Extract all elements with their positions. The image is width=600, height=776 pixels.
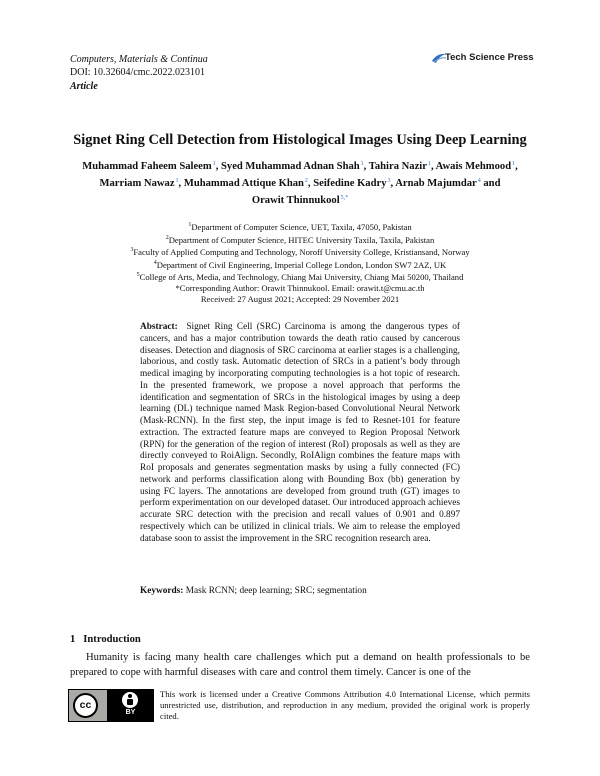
intro-paragraph: Humanity is facing many health care challenges which put a demand on health professionals to be prepared to cope with harmful diseases with care and control them timely. Cancer is one of the [70,652,530,678]
abstract [140,322,460,545]
section-heading [70,634,141,645]
keywords-label: Keywords: [140,586,184,596]
abstract-label: Abstract: [140,322,178,332]
author-affiliation-mark: 3 [387,178,391,184]
author-name: Awais Mehmood$^1$ [435,161,516,172]
abstract-text: Signet Ring Cell (SRC) Carcinoma is among the dangerous types of cancers, and has a major contribution towards the death ratio caused by cancerous diseases. Detection and diagnosis of SRC carcinoma at earlier stages is a challenging, laborious, and costly task. Automatic detection of SRCs in a patient’s body through medical imaging by incorporating computing technologies is a hot topic of research. In the presented framework, we propose a novel approach that performs the identification and segmentation of SRCs in the histological images by using a deep learning (DL) technique named Mask Region-based Convolutional Neural Network (Mask-RCNN). In the first step, the input image is fed to Resnet-101 for feature extraction. The extracted feature maps are conveyed to Region Proposal Network (RPN) for the generation of the region of interest (RoI) proposals as well as they are directly conveyed to RoiAlign. Secondly, RoIAlign combines the feature maps with RoI proposals and generates segmentation masks by using a fully connected (FC) network and performs classification along with Bounding Box (bb) generation by using FC layers. The annotations are developed from ground truth (GT) images to perform experimentation on our developed dataset. Our introduced approach achieves accurate SRC detection with the precision and recall values of 0.901 and 0.897 respectively which can be utilized in clinical trials. We aim to release the employed database soon to assist the improvement in the SRC recognition research area. [140,322,460,544]
affiliation-line: $^4$Department of Civil Engineering, Imperial College London, London SW7 2AZ, UK [153,259,447,270]
affiliation-line: $^5$College of Arts, Media, and Technology, Chiang Mai University, Chiang Mai 50200, Thailand [136,272,464,283]
section-number: 1 [70,634,76,645]
author-name: Muhammad Attique Khan$^2$ [183,178,308,189]
corresponding-author: *Corresponding Author: Orawit Thinnukool. Email: orawit.t@cmu.ac.th [175,282,425,293]
article-type: Article [70,81,98,92]
affiliation-mark: 1 [188,222,192,228]
publisher-logo [431,51,533,66]
cc-by-badge[interactable] [68,689,154,722]
author-affiliation-mark: 1 [512,161,516,167]
author-affiliation-mark: 1 [360,161,364,167]
journal-name: Computers, Materials & Continua [70,54,208,65]
author-affiliation-mark: 4 [477,178,481,184]
affiliation-line: $^1$Department of Computer Science, UET, Taxila, 47050, Pakistan [188,222,412,232]
paper-title: Signet Ring Cell Detection from Histological Images Using Deep Learning [73,132,527,148]
attribution-person-icon [122,692,138,708]
author-affiliation-mark: 5,* [340,195,349,201]
creative-commons-icon: cc [73,693,98,718]
doi[interactable]: DOI: 10.32604/cmc.2022.023101 [70,67,205,78]
author-name: Arnab Majumdar$^4$ [395,178,481,189]
affiliation-mark: 3 [130,247,134,254]
author-affiliation-mark: 1 [212,161,216,167]
author-affiliation-mark: 1 [427,161,431,167]
affiliation-mark: 2 [165,234,169,241]
by-label: BY [125,709,136,716]
author-name: Marriam Nawaz$^1$ [99,178,179,189]
by-block [107,690,154,721]
received-accepted-dates: Received: 27 August 2021; Accepted: 29 November 2021 [200,293,400,304]
keywords [140,586,470,596]
author-name: Seifedine Kadry$^3$ [313,178,391,189]
author-list: Muhammad Faheem Saleem$^1$, Syed Muhammad Adnan Shah$^1$, Tahira Nazir$^1$, Awais Mehmood$^1$, Marriam Nawaz$^1$, Muhammad Attique Khan$^2$, Seifedine Kadry$^3$, Arnab Majumdar$^4$ and Orawit Thinnukool$^{5,*}$ [82,161,518,206]
keywords-text: Mask RCNN; deep learning; SRC; segmentation [185,586,367,596]
author-name: Syed Muhammad Adnan Shah$^1$ [221,161,364,172]
author-name: Orawit Thinnukool$^{5,*}$ [251,195,349,206]
author-name: Muhammad Faheem Saleem$^1$ [82,161,216,172]
affiliations [70,220,530,304]
author-affiliation-mark: 2 [304,178,308,184]
author-name: Tahira Nazir$^1$ [368,161,431,172]
affiliation-line: $^3$Faculty of Applied Computing and Technology, Noroff University College, Kristiansand, Norway [130,247,470,258]
affiliation-line: $^2$Department of Computer Science, HITEC University Taxila, Taxila, Pakistan [165,234,435,245]
affiliation-mark: 5 [136,272,140,279]
license-text: This work is licensed under a Creative Commons Attribution 4.0 International License, which permits unrestricted use, distribution, and reproduction in any medium, provided the original work is properly cited. [160,689,530,721]
author-affiliation-mark: 1 [175,178,179,184]
publisher-name: Tech Science Press [445,52,534,63]
affiliation-mark: 4 [153,259,157,266]
license-block [68,689,530,729]
section-title: Introduction [83,634,141,645]
